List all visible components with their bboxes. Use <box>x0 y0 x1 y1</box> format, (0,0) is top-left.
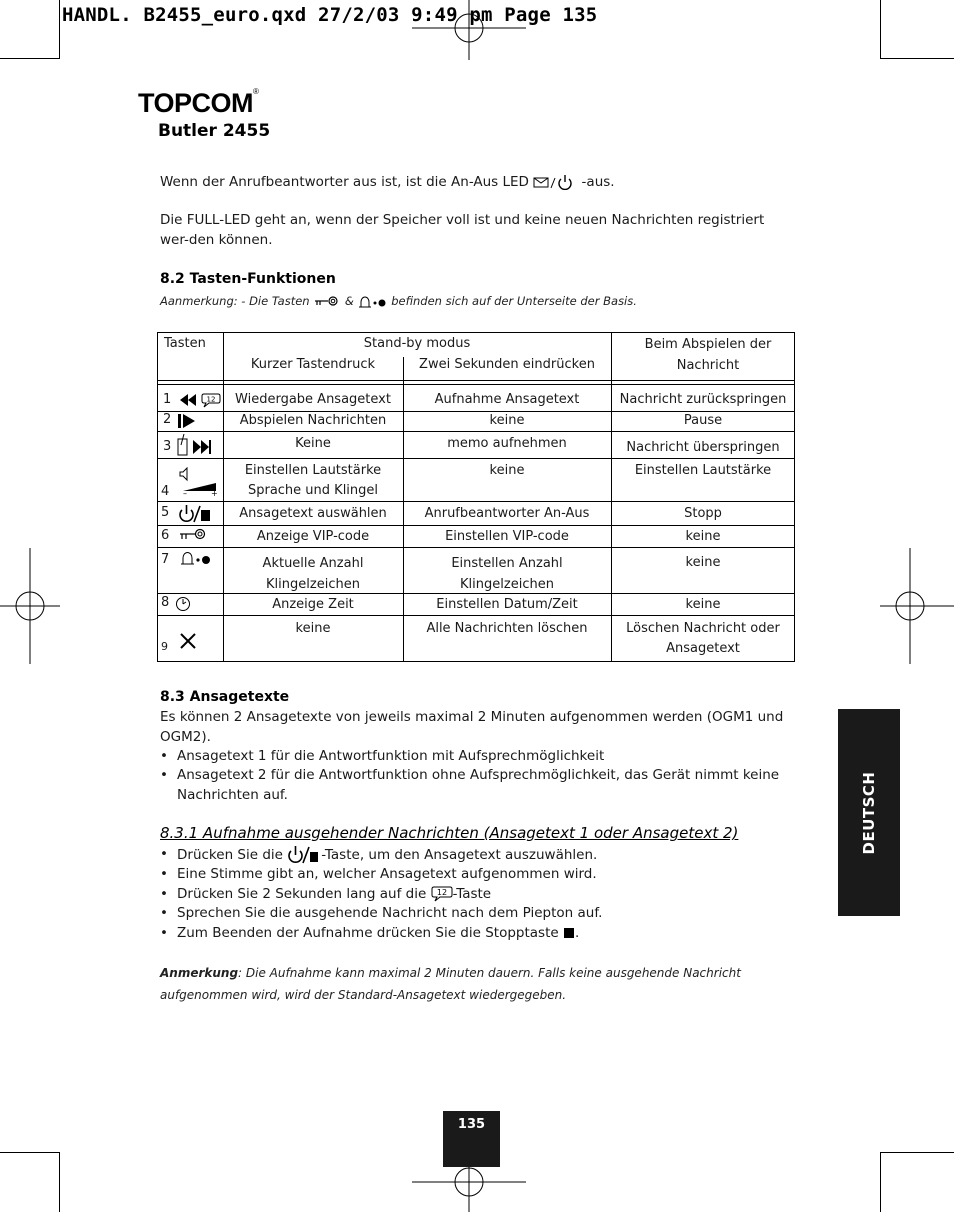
row-9-zwei: Alle Nachrichten löschen <box>426 621 588 636</box>
language-tab <box>838 709 900 916</box>
power-stop-icon <box>287 845 321 865</box>
bell-icon <box>358 295 388 309</box>
list-item <box>160 924 800 943</box>
envelope-power-icon <box>533 174 577 190</box>
stop-icon <box>563 927 575 939</box>
header-standby: Stand-by modus <box>363 336 471 351</box>
page-number-box <box>443 1111 500 1167</box>
row-7-beim: keine <box>685 555 721 570</box>
registration-mark-left <box>0 548 60 664</box>
row-3-number: 3 <box>163 439 172 454</box>
row-6-number: 6 <box>161 528 170 543</box>
delete-x-icon <box>178 631 198 651</box>
bell-icon <box>180 551 212 567</box>
row-7-kurz: Aktuelle Anzahl Klingelzeichen <box>262 556 364 592</box>
svg-text:12: 12 <box>206 395 216 404</box>
play-icon <box>177 413 197 429</box>
section-8-2-title: 8.2 Tasten-Funktionen <box>160 271 336 287</box>
page-number: 135 <box>457 1117 486 1132</box>
b5-suffix: . <box>574 924 580 941</box>
b3-suffix: -Taste <box>452 885 492 902</box>
row-9-kurz: keine <box>295 621 331 636</box>
intro-p1-suffix: -aus. <box>581 174 615 190</box>
row-1-kurz: Wiedergabe Ansagetext <box>235 392 391 407</box>
row-8-beim: keine <box>685 597 721 612</box>
svg-text:+: + <box>211 489 218 497</box>
model-name: Butler 2455 <box>158 121 271 141</box>
header-tasten: Tasten <box>164 336 206 351</box>
list-item: • Eine Stimme gibt an, welcher Ansagetext aufgenommen wird. <box>160 865 800 884</box>
row-4-number: 4 <box>161 484 170 499</box>
list-item: • Ansagetext 2 für die Antwortfunktion ohne Aufsprechmöglichkeit, das Gerät nimmt keine Nachrichten auf. <box>160 766 800 805</box>
vip-key-icon <box>313 296 341 308</box>
list-item: • Ansagetext 1 für die Antwortfunktion mit Aufsprechmöglichkeit <box>160 747 800 766</box>
row-3-zwei: memo aufnehmen <box>447 436 567 451</box>
ogm-speech-icon <box>431 885 453 903</box>
power-stop-icon <box>178 504 214 524</box>
row-5-kurz: Ansagetext auswählen <box>239 506 387 521</box>
list-item <box>160 845 800 865</box>
remark-text: : Die Aufnahme kann maximal 2 Minuten dauern. Falls keine ausgehende Nachricht aufgenommen wird, wird der Standard-Ansagetext wiedergegeben. <box>160 966 741 1002</box>
section-8-3-1-list <box>160 845 800 943</box>
row-2-number: 2 <box>163 412 172 427</box>
section-8-3-1-title: 8.3.1 Aufnahme ausgehender Nachrichten (Ansagetext 1 oder Ansagetext 2) <box>160 824 739 842</box>
row-4-kurz: Einstellen Lautstärke Sprache und Klingel <box>244 463 382 498</box>
print-slug: HANDL. B2455_euro.qxd 27/2/03 9:49 pm Page 135 <box>62 4 598 26</box>
b1-suffix: -Taste, um den Ansagetext auszuwählen. <box>321 847 598 863</box>
b5-text: Zum Beenden der Aufnahme drücken Sie die Stopptaste <box>177 924 559 941</box>
header-zwei: Zwei Sekunden eindrücken <box>419 357 595 372</box>
row-9-number: 9 <box>161 640 168 653</box>
row-4-beim: Einstellen Lautstärke <box>634 463 772 478</box>
list-item <box>160 885 800 904</box>
clock-icon <box>175 596 191 612</box>
vip-key-icon <box>178 528 208 542</box>
row-5-beim: Stopp <box>684 506 722 521</box>
row-6-kurz: Anzeige VIP-code <box>256 529 370 544</box>
row-6-beim: keine <box>685 529 721 544</box>
note-suffix: befinden sich auf der Unterseite der Basis. <box>391 294 637 308</box>
section-8-3-title: 8.3 Ansagetexte <box>160 689 290 705</box>
row-8-number: 8 <box>161 595 170 610</box>
logo-text: TOPCOM <box>138 88 254 118</box>
list-item: • Sprechen Sie die ausgehende Nachricht nach dem Piepton auf. <box>160 904 800 923</box>
row-8-kurz: Anzeige Zeit <box>272 597 354 612</box>
row-2-kurz: Abspielen Nachrichten <box>239 413 387 428</box>
volume-icon <box>178 467 220 497</box>
header-beim: Beim Abspielen der Nachricht <box>644 337 772 373</box>
intro-paragraph-2: Die FULL-LED geht an, wenn der Speicher voll ist und keine neuen Nachrichten registriert wer-den können. <box>160 212 765 248</box>
note-text: Aanmerkung: - Die Tasten <box>160 294 310 308</box>
b1-text: Drücken Sie die <box>177 847 283 863</box>
row-7-number: 7 <box>161 552 170 567</box>
registration-mark-right <box>880 548 954 664</box>
row-8-zwei: Einstellen Datum/Zeit <box>436 597 578 612</box>
svg-text:12: 12 <box>436 887 447 897</box>
remark-label: Anmerkung <box>160 966 239 980</box>
row-3-kurz: Keine <box>295 436 331 451</box>
row-9-beim: Löschen Nachricht oder Ansagetext <box>626 621 780 656</box>
row-5-zwei: Anrufbeantworter An-Aus <box>424 506 590 521</box>
row-1-number: 1 <box>163 392 172 407</box>
note-ampersand: & <box>344 294 354 308</box>
section-8-3-list <box>160 747 800 805</box>
svg-text:–: – <box>183 489 187 497</box>
b3-text: Drücken Sie 2 Sekunden lang auf die <box>177 885 427 902</box>
language-tab-label: DEUTSCH <box>860 771 878 854</box>
row-3-beim: Nachricht überspringen <box>626 440 780 455</box>
remark <box>160 962 760 1006</box>
row-1-zwei: Aufnahme Ansagetext <box>434 392 580 407</box>
row-2-beim: Pause <box>683 413 723 428</box>
row-5-number: 5 <box>161 505 170 520</box>
rewind-ogm-icon <box>178 391 222 409</box>
row-4-zwei: keine <box>489 463 525 478</box>
intro-paragraph-1 <box>160 173 615 193</box>
row-7-zwei: Einstellen Anzahl Klingelzeichen <box>451 556 563 592</box>
intro-p1-text: Wenn der Anrufbeantworter aus ist, ist die An-Aus LED <box>160 174 529 190</box>
section-8-3-body: Es können 2 Ansagetexte von jeweils maximal 2 Minuten aufgenommen werden (OGM1 und OGM2). <box>160 709 784 745</box>
registered-mark: ® <box>253 87 259 96</box>
row-6-zwei: Einstellen VIP-code <box>445 529 569 544</box>
memo-skip-icon <box>177 433 217 457</box>
key-function-table <box>157 332 795 662</box>
row-1-beim: Nachricht zurückspringen <box>619 392 787 407</box>
section-8-2-note <box>160 294 637 309</box>
topcom-logo <box>138 87 259 118</box>
header-kurz: Kurzer Tastendruck <box>250 357 376 372</box>
row-2-zwei: keine <box>489 413 525 428</box>
